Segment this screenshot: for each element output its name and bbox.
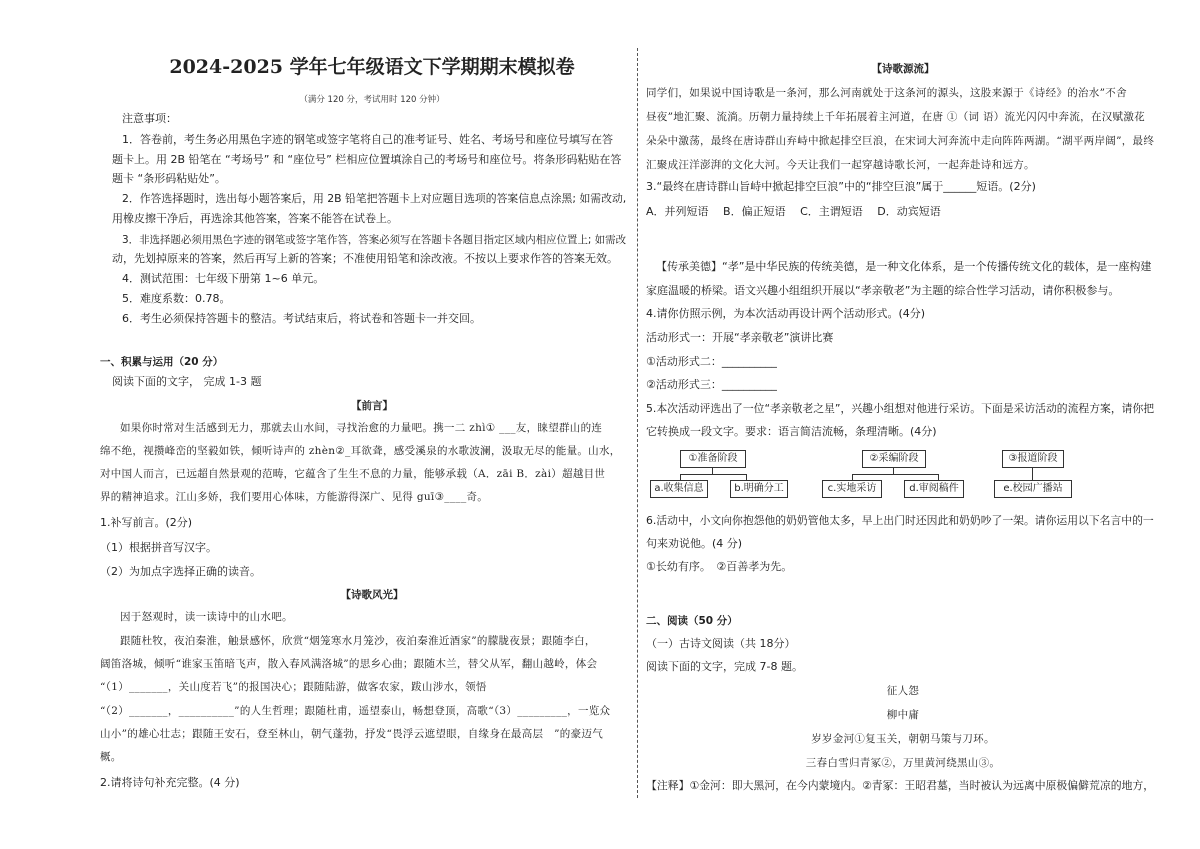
section-2-intro: 阅读下面的文字，完成 7-8 题。 bbox=[646, 660, 803, 673]
notice-2b: 用橡皮擦干净后，再选涂其他答案，答案不能答在试卷上。 bbox=[112, 212, 398, 225]
notice-6: 6．考生必须保持答题卡的整洁。考试结束后，将试卷和答题卡一并交回。 bbox=[122, 312, 481, 325]
question-4-form-2: ①活动形式二：__________ bbox=[646, 355, 777, 368]
preface-line-4: 界的精神追求。江山多娇，我们要用心体味，方能游得深广、见得 guī③____奇。 bbox=[100, 491, 489, 503]
poem-annotation: 【注释】①金河：即大黑河，在今内蒙境内。②青冢：王昭君墓，当时被认为远离中原极偏僻荒凉的地方， bbox=[646, 779, 1155, 792]
section-2-subheading: （一）古诗文阅读（共 18分） bbox=[646, 637, 796, 650]
question-4-example: 活动形式一：开展“孝亲敬老”演讲比赛 bbox=[646, 331, 834, 344]
poetry-scenery-heading: 【诗歌风光】 bbox=[340, 589, 404, 601]
question-4-form-3: ②活动形式三：__________ bbox=[646, 378, 777, 391]
preface-line-3: 对中国人而言，已远超自然景观的范畴，它蕴含了生生不息的力量，能够承载（A．zāi B．zài）超越目世 bbox=[100, 468, 606, 480]
poetry-intro: 因于怒观时，读一读诗中的山水吧。 bbox=[120, 611, 293, 623]
poem-line-2: 三春白雪归青冢②，万里黄河绕黑山③。 bbox=[805, 757, 1001, 769]
poem-author: 柳中庸 bbox=[886, 709, 920, 721]
virtue-line-2: 家庭温暖的桥梁。语文兴趣小组组织开展以“孝亲敬老”为主题的综合性学习活动，请你积极参与。 bbox=[646, 284, 1120, 297]
flow-item-review-draft: d.审阅稿件 bbox=[904, 480, 964, 498]
column-divider bbox=[637, 48, 638, 798]
poetry-line-4: “（2）_______，__________”的人生哲理；跟随杜甫，遥望泰山，畅想登顶，高歌“（3）_________，一览众 bbox=[100, 705, 611, 717]
preface-line-1: 如果你时常对生活感到无力，那就去山水间，寻找治愈的力量吧。携一二 zhì① ___友，睐望群山的连 bbox=[120, 422, 603, 434]
question-5-line-1: 5.本次活动评选出了一位“孝亲敬老之星”，兴趣小组想对他进行采访。下面是采访活动的流程方案，请你把 bbox=[646, 402, 1155, 415]
question-3-options: A．并列短语 B．偏正短语 C．主谓短语 D．动宾短语 bbox=[646, 205, 941, 218]
flow-connector bbox=[1032, 468, 1033, 480]
poetry-line-6: 概。 bbox=[100, 751, 122, 763]
source-line-4: 汇聚成汪洋澎湃的文化大河。今天让我们一起穿越诗歌长河，一起奔赴诗和远方。 bbox=[646, 159, 1035, 171]
poetry-line-5: 山小”的雄心壮志；跟随王安石，登至林山，朝气蓬勃，抒发“畏浮云遮望眼，自缘身在最高层 ”的豪迈气 bbox=[100, 728, 604, 740]
interview-flow-diagram bbox=[646, 450, 1160, 500]
question-4: 4.请你仿照示例，为本次活动再设计两个活动形式。(4分) bbox=[646, 307, 926, 320]
poetry-line-3: “（1）_______，关山度若飞”的报国决心；跟随陆游，做客农家，跋山涉水，领悟 bbox=[100, 681, 487, 693]
preface-line-2: 绵不绝，视攒峰峦的坚毅如铁，倾听诗声的 zhèn②_耳欲聋，感受溪泉的水歌波澜，汲取无尽的能量。山水， bbox=[100, 445, 621, 457]
section-1-heading: 一、积累与运用（20 分） bbox=[100, 356, 224, 368]
flow-stage-report: ③报道阶段 bbox=[1002, 450, 1064, 468]
notice-5: 5．难度系数：0.78。 bbox=[122, 292, 231, 305]
notice-3a: 3．非选择题必须用黑色字迹的钢笔或签字笔作答，答案必须写在答题卡各题目指定区域内相应位置上; 如需改 bbox=[122, 234, 627, 246]
source-line-1: 同学们，如果说中国诗歌是一条河，那么河南就处于这条河的源头，这股来源于《诗经》的治水”不舍 bbox=[646, 87, 1127, 99]
notice-4: 4．测试范围：七年级下册第 1~6 单元。 bbox=[122, 272, 325, 285]
exam-subtitle: （满分 120 分，考试用时 120 分钟） bbox=[299, 95, 445, 105]
question-6-options: ①长幼有序。 ②百善孝为先。 bbox=[646, 560, 793, 573]
section-2-heading: 二、阅读（50 分） bbox=[646, 615, 738, 627]
notice-1c: 题卡 “条形码粘贴处”。 bbox=[112, 172, 226, 185]
question-1-part-2: （2）为加点字选择正确的读音。 bbox=[100, 565, 261, 578]
source-line-3: 朵朵中激荡，最终在唐诗群山弃峙中掀起排空巨浪，在宋词大河奔流中走向阵阵两湖。“湖平两岸阔”，最终 bbox=[646, 135, 1155, 147]
poetry-line-2: 阔笛洛城，倾听“谁家玉笛暗飞声，散入春风满洛城”的思乡心曲；跟随木兰，替父从军，翻山越岭，体会 bbox=[100, 658, 598, 670]
section-1-intro: 阅读下面的文字， 完成 1-3 题 bbox=[112, 375, 262, 388]
page-title: 2024-2025 学年七年级语文下学期期末模拟卷 bbox=[169, 56, 575, 78]
flow-item-collect-info: a.收集信息 bbox=[650, 480, 708, 498]
question-6-line-2: 句来劝说他。(4 分) bbox=[646, 537, 743, 550]
flow-item-campus-radio: e.校园广播站 bbox=[994, 480, 1072, 498]
flow-stage-edit: ②采编阶段 bbox=[862, 450, 926, 468]
notice-1a: 1．答卷前，考生务必用黑色字迹的钢笔或签字笔将自己的准考证号、姓名、考场号和座位号填写在答 bbox=[122, 133, 613, 146]
notice-1b: 题卡上。用 2B 铅笔在 “考场号” 和 “座位号” 栏相应位置填涂自己的考场号和座位号。将条形码粘贴在答 bbox=[112, 153, 622, 166]
question-6-line-1: 6.活动中，小文向你抱怨他的奶奶管他太多，早上出门时还因此和奶奶吵了一架。请你运用以下名言中的一 bbox=[646, 514, 1154, 527]
notice-2a: 2．作答选择题时，选出每小题答案后，用 2B 铅笔把答题卡上对应题目选项的答案信息点涂黑; 如需改动, bbox=[122, 192, 627, 205]
question-1: 1.补写前言。(2分) bbox=[100, 516, 193, 529]
question-2: 2.请将诗句补充完整。(4 分) bbox=[100, 776, 240, 789]
preface-heading: 【前言】 bbox=[351, 400, 393, 412]
notice-3b: 动，先划掉原来的答案，然后再写上新的答案；不准使用铅笔和涂改液。不按以上要求作答的答案无效。 bbox=[112, 252, 618, 265]
poem-line-1: 岁岁金河①复玉关，朝朝马策与刀环。 bbox=[811, 733, 995, 745]
flow-item-field-interview: c.实地采访 bbox=[822, 480, 882, 498]
flow-item-assign-roles: b.明确分工 bbox=[730, 480, 788, 498]
question-1-part-1: （1）根据拼音写汉字。 bbox=[100, 541, 217, 554]
poetry-line-1: 跟随杜牧，夜泊秦淮，触景感怀，欣赏“烟笼寒水月笼沙，夜泊秦淮近酒家”的朦胧夜景；跟随李白， bbox=[120, 635, 596, 647]
flow-connector bbox=[852, 474, 938, 475]
notice-heading: 注意事项： bbox=[122, 112, 177, 125]
poetry-source-heading: 【诗歌源流】 bbox=[871, 63, 935, 75]
question-5-line-2: 它转换成一段文字。要求：语言简洁流畅，条理清晰。(4分) bbox=[646, 425, 937, 438]
flow-stage-prepare: ①准备阶段 bbox=[680, 450, 746, 468]
poem-title: 征人怨 bbox=[886, 685, 920, 697]
question-3: 3.“最终在唐诗群山旨峙中掀起排空巨浪”中的“排空巨浪”属于______短语。(2分) bbox=[646, 180, 1036, 193]
source-line-2: 昼夜”地汇聚、流淌。历朝力量持续上千年拓展着主河道，在唐 ①（词 语）流光闪闪中奔流，在汉赋激花 bbox=[646, 111, 1145, 123]
virtue-line-1: 【传承美德】“孝”是中华民族的传统美德，是一种文化体系，是一个传播传统文化的载体，是一座构建 bbox=[656, 260, 1152, 273]
flow-connector bbox=[680, 474, 746, 475]
